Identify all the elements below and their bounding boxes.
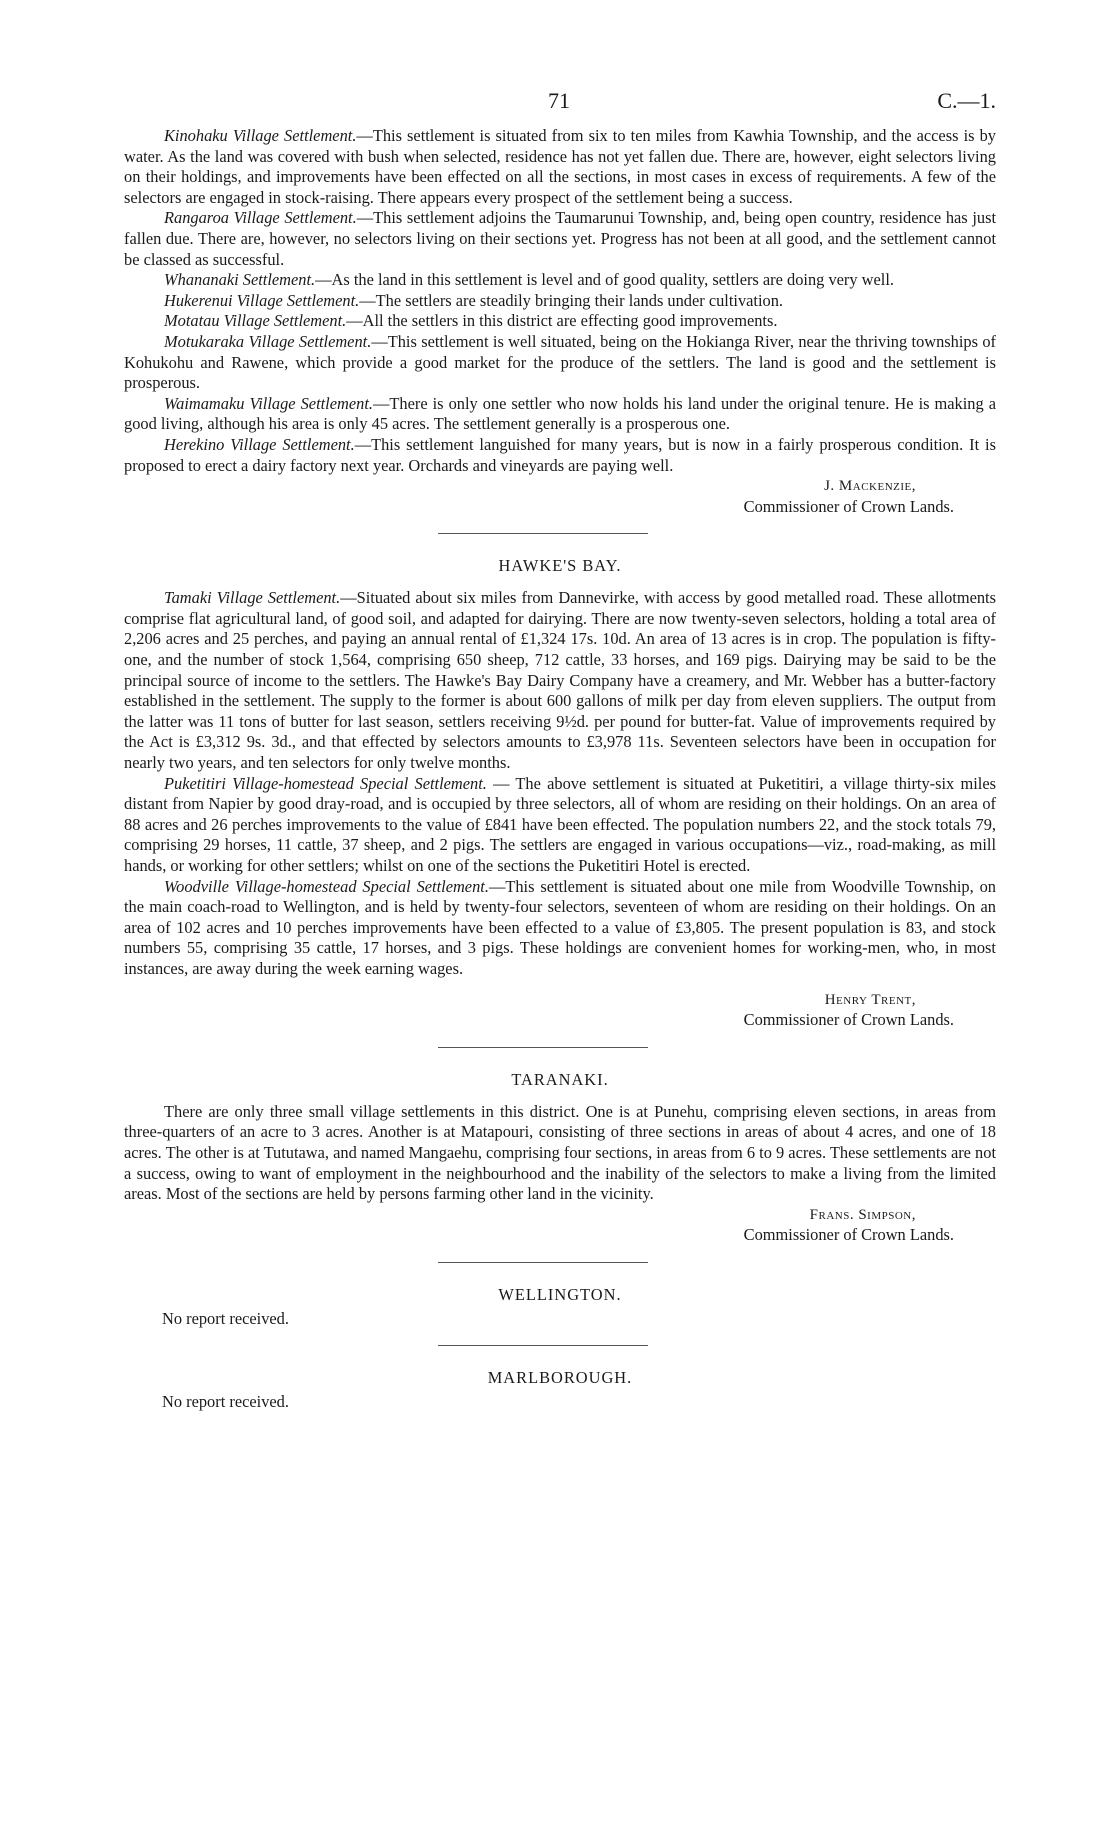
paragraph-tamaki: Tamaki Village Settlement.—Situated about six miles from Dannevirke, with access by good metalled road. These allotments comprise flat agricultural land, of good soil, and adapted for dairying. There are now twenty-seven selectors, holding a total area of 2,206 acres and 25 perches, and paying an annual rental of £1,324 17s. 10d. An area of 13 acres is in crop. The population is fifty-one, and the number of stock 1,564, comprising 650 sheep, 712 cattle, 33 horses, and 169 pigs. Dairying may be said to be the principal source of income to the settlers. The Hawke's Bay Dairy Company have a creamery, and Mr. Webber has a butter-factory established in the settlement. The supply to the former is about 600 gallons of milk per day from eleven suppliers. The output from the latter was 11 tons of butter for last season, settlers receiving 9½d. per pound for butter-fat. Value of improvements required by the Act is £3,312 9s. 3d., and that effected by selectors amounts to £3,978 11s. Seventeen selectors have been in occupation for nearly two years, and ten selectors for only twelve months. <box>124 588 996 773</box>
signature-role: Commissioner of Crown Lands. <box>743 496 954 516</box>
paragraph-woodville: Woodville Village-homestead Special Settlement.—This settlement is situated about one mile from Woodville Township, on the main coach-road to Wellington, and is held by twenty-four selectors, seventeen of whom are residing on their holdings. On an area of 102 acres and 10 perches improvements have been effected to a value of £3,805. The present population is 83, and stock numbers 55, comprising 35 cattle, 17 horses, and 3 pigs. These holdings are convenient homes for working-men, who, in most instances, are away during the week earning wages. <box>124 876 996 978</box>
paragraph-waimamaku: Waimamaku Village Settlement.—There is only one settler who now holds his land under the original tenure. He is making a good living, although his area is only 45 acres. The settlement generally is a prosperous one. <box>124 393 996 434</box>
paragraph-rangaroa: Rangaroa Village Settlement.—This settlement adjoins the Taumarunui Township, and, being open country, residence has just fallen due. There are, however, no selectors living on their sections yet. Progress has not been at all good, and the settlement cannot be classed as successful. <box>124 208 997 269</box>
page-number: 71 <box>548 88 570 113</box>
paragraph-motukaraka: Motukaraka Village Settlement.—This settlement is well situated, being on the Hokianga River, near the thriving townships of Kohukohu and Rawene, which provide a good market for the produce of the settlers. The land is good and the settlement is prosperous. <box>124 331 997 393</box>
paragraph-herekino: Herekino Village Settlement.—This settlement languished for many years, but is now in a fairly prosperous condition. It is proposed to erect a dairy factory next year. Orchards and vineyards are paying well. <box>124 434 996 475</box>
marlborough-section <box>124 1368 996 1412</box>
document-reference: C.—1. <box>937 88 996 113</box>
section-divider <box>438 1047 648 1048</box>
paragraph-motatau: Motatau Village Settlement.—All the settlers in this district are effecting good improvements. <box>164 311 778 331</box>
signature-role: Commissioner of Crown Lands. <box>743 1225 954 1245</box>
auckland-section <box>124 126 996 517</box>
paragraph-whananaki: Whananaki Settlement.—As the land in this settlement is level and of good quality, settlers are doing very well. <box>164 270 894 290</box>
section-divider <box>438 533 648 534</box>
no-report-note: No report received. <box>162 1391 289 1411</box>
paragraph-puketitiri: Puketitiri Village-homestead Special Settlement. — The above settlement is situated at Puketitiri, a village thirty-six miles distant from Napier by good dray-road, and is occupied by three selectors, all of whom are residing on their holdings. On an area of 88 acres and 26 perches improvements to the value of £841 have been effected. The population numbers 22, and the stock totals 79, comprising 29 horses, 11 cattle, 37 sheep, and 2 pigs. The settlers are engaged in various occupations—viz., road-making, as mill hands, or working for other settlers; whilst on one of the sections the Puketitiri Hotel is erected. <box>124 773 996 875</box>
signature-role: Commissioner of Crown Lands. <box>743 1010 954 1030</box>
section-heading: MARLBOROUGH. <box>487 1367 633 1387</box>
section-heading: HAWKE'S BAY. <box>498 556 622 576</box>
paragraph-taranaki: There are only three small village settlements in this district. One is at Punehu, comprising eleven sections, in areas from three-quarters of an acre to 3 acres. Another is at Matapouri, consisting of three sections in areas of about 4 acres, and one of 18 acres. The other is at Tututawa, and named Mangaehu, comprising four sections, in areas from 6 to 9 acres. These settlements are not a success, owing to want of employment in the neighbourhood and the inability of the selectors to make a living from the limited areas. Most of the sections are held by persons farming other land in the vicinity. <box>124 1101 996 1204</box>
paragraph-kinohaku: Kinohaku Village Settlement.—This settlement is situated from six to ten miles from Kawhia Township, and the access is by water. As the land was covered with bush when selected, residence has not yet fallen due. There are, however, eight selectors living on their holdings, and improvements have been effected on all the sections, in most cases in excess of requirements. A few of the selectors are engaged in stock-raising. There appears every prospect of the settlement being a success. <box>124 126 996 207</box>
section-divider <box>438 1345 648 1346</box>
section-heading: WELLINGTON. <box>498 1284 622 1304</box>
wellington-section <box>124 1285 996 1329</box>
taranaki-section <box>124 1070 996 1246</box>
hawkes-bay-section <box>124 556 996 1030</box>
page-header <box>124 88 996 126</box>
document-page <box>124 88 996 1412</box>
section-heading: TARANAKI. <box>511 1069 609 1089</box>
paragraph-hukerenui: Hukerenui Village Settlement.—The settlers are steadily bringing their lands under cultivation. <box>164 290 784 310</box>
signature-name: J. Mackenzie, <box>824 478 916 495</box>
no-report-note: No report received. <box>162 1308 289 1328</box>
signature-name: Henry Trent, <box>824 991 916 1008</box>
signature-name: Frans. Simpson, <box>809 1206 916 1223</box>
section-divider <box>438 1262 648 1263</box>
